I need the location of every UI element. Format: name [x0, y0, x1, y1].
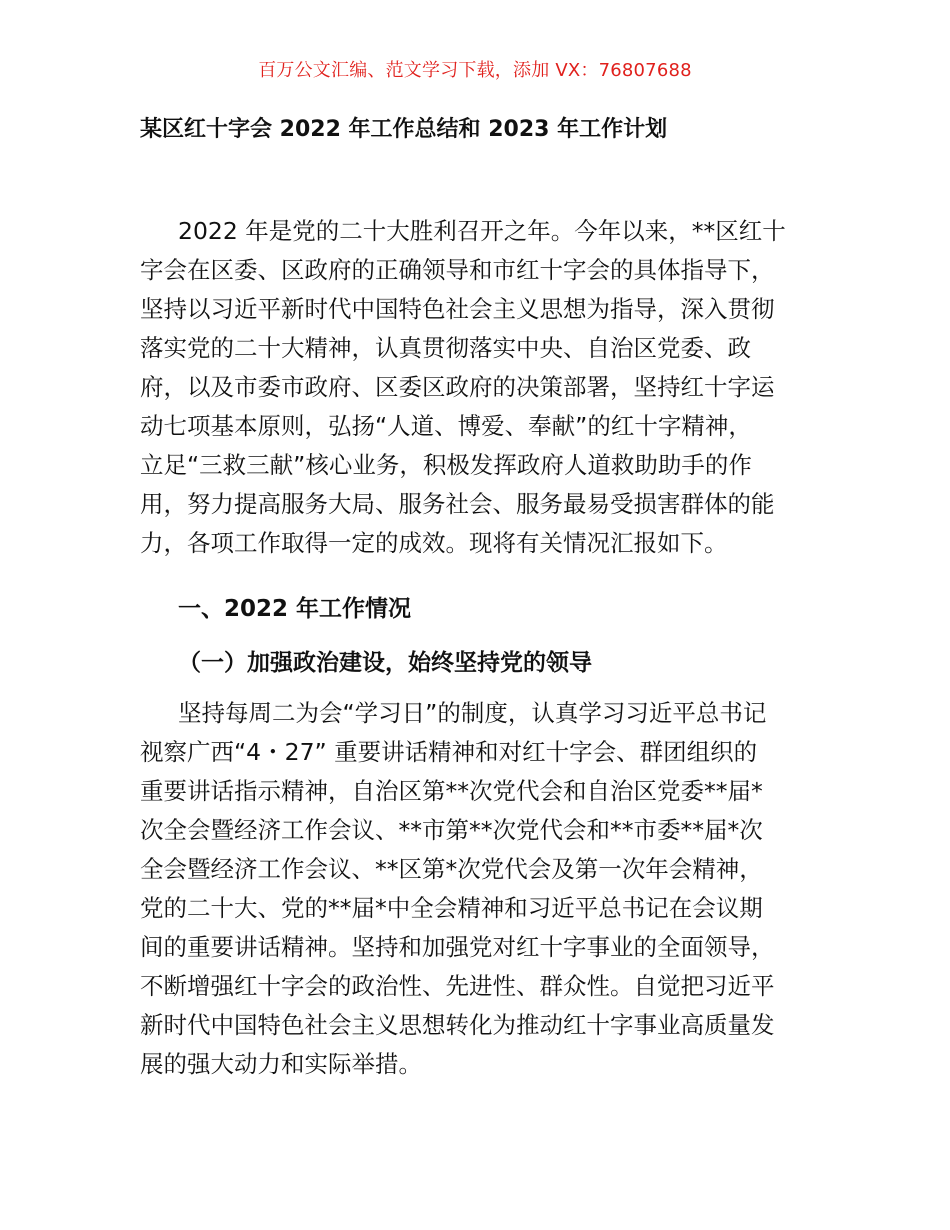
intro-line: 字会在区委、区政府的正确领导和市红十字会的具体指导下，	[140, 256, 775, 284]
intro-line: 用，努力提高服务大局、服务社会、服务最易受损害群体的能	[140, 490, 775, 518]
paragraph-line: 不断增强红十字会的政治性、先进性、群众性。自觉把习近平	[140, 972, 775, 1000]
paragraph-line: 全会暨经济工作会议、**区第*次党代会及第一次年会精神，	[140, 855, 763, 883]
intro-line: 落实党的二十大精神，认真贯彻落实中央、自治区党委、政	[140, 334, 751, 362]
subsection-paragraph	[140, 694, 812, 1084]
watermark-banner: 百万公文汇编、范文学习下载，添加 VX：76807688	[258, 60, 692, 81]
paragraph-line: 坚持每周二为会“学习日”的制度，认真学习习近平总书记	[178, 699, 767, 727]
paragraph-line: 间的重要讲话精神。坚持和加强党对红十字事业的全面领导，	[140, 933, 775, 961]
paragraph-line: 重要讲话指示精神，自治区第**次党代会和自治区党委**届*	[140, 777, 763, 805]
intro-line: 府，以及市委市政府、区委区政府的决策部署，坚持红十字运	[140, 373, 775, 401]
intro-line: 立足“三救三献”核心业务，积极发挥政府人道救助助手的作	[140, 451, 752, 479]
section-heading: 一、2022 年工作情况	[178, 596, 412, 622]
paragraph-line: 新时代中国特色社会主义思想转化为推动红十字事业高质量发	[140, 1011, 775, 1039]
paragraph-line: 次全会暨经济工作会议、**市第**次党代会和**市委**届*次	[140, 816, 763, 844]
intro-line: 坚持以习近平新时代中国特色社会主义思想为指导，深入贯彻	[140, 295, 775, 323]
intro-line: 力，各项工作取得一定的成效。现将有关情况汇报如下。	[140, 529, 728, 557]
intro-line: 动七项基本原则，弘扬“人道、博爱、奉献”的红十字精神，	[140, 412, 752, 440]
subsection-heading: （一）加强政治建设，始终坚持党的领导	[178, 650, 592, 676]
intro-line: 2022 年是党的二十大胜利召开之年。今年以来，**区红十	[178, 217, 786, 245]
paragraph-line: 展的强大动力和实际举措。	[140, 1050, 422, 1078]
intro-paragraph	[140, 212, 812, 563]
document-title: 某区红十字会 2022 年工作总结和 2023 年工作计划	[140, 117, 668, 142]
paragraph-line: 视察广西“4・27” 重要讲话精神和对红十字会、群团组织的	[140, 738, 758, 766]
paragraph-line: 党的二十大、党的**届*中全会精神和习近平总书记在会议期	[140, 894, 763, 922]
